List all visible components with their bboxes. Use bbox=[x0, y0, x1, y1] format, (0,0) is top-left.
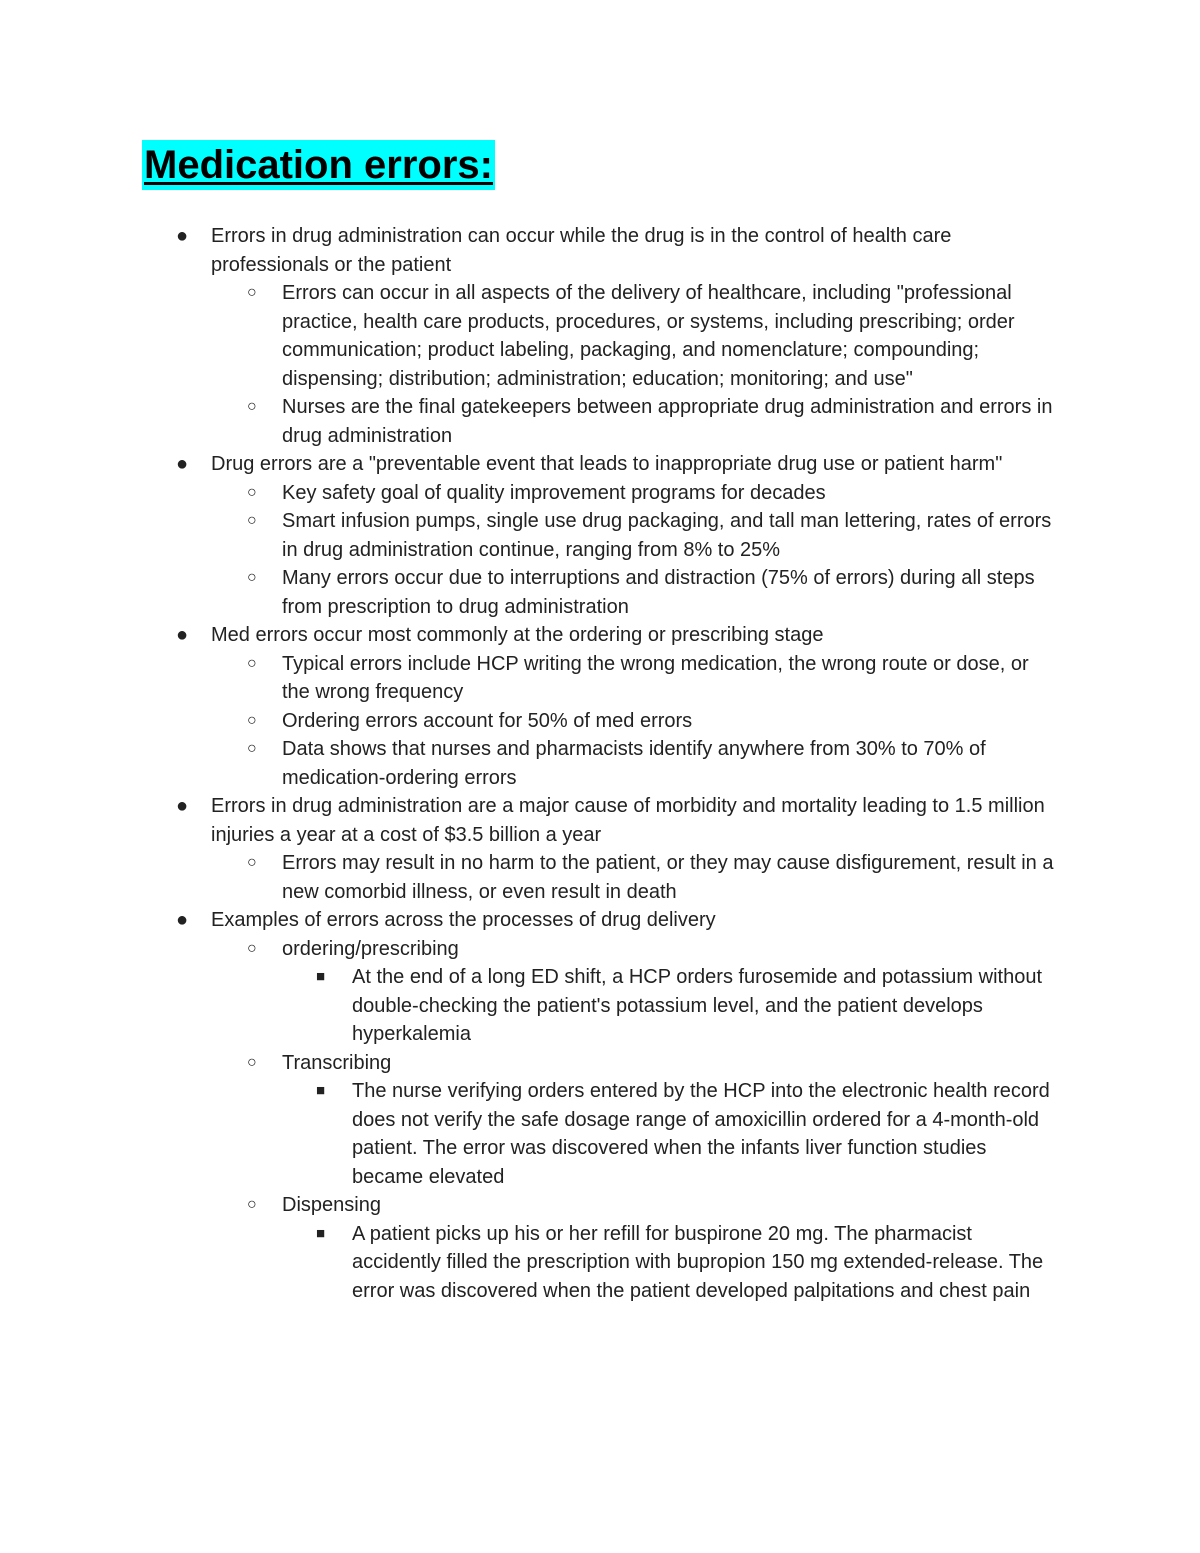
bullet-circle-icon: ○ bbox=[247, 711, 257, 729]
sub-list-item bbox=[0, 279, 1057, 393]
list-item-text: Errors in drug administration can occur while the drug is in the control of health care professionals or the patient bbox=[211, 225, 952, 276]
sub-list bbox=[0, 279, 1053, 450]
sub-list-item bbox=[0, 849, 1057, 906]
sub-list-item-text: Dispensing bbox=[282, 1194, 381, 1216]
list-item bbox=[0, 792, 1054, 906]
bullet-square-icon: ■ bbox=[316, 968, 326, 985]
sub-list-item bbox=[0, 1049, 1057, 1192]
sub-sub-list-item bbox=[0, 1077, 1057, 1191]
sub-list-item-text: Smart infusion pumps, single use drug packaging, and tall man lettering, rates of errors in drug administration continue, ranging from 8% to 25% bbox=[282, 510, 1052, 561]
list-item-text: Med errors occur most commonly at the ordering or prescribing stage bbox=[211, 624, 824, 646]
sub-list-item-text: Transcribing bbox=[282, 1051, 392, 1074]
sub-list-item-text: Many errors occur due to interruptions and distraction (75% of errors) during all steps from prescription to drug administration bbox=[282, 567, 1035, 618]
document-body bbox=[0, 222, 1200, 1305]
sub-list-item bbox=[0, 393, 1057, 450]
page-title: Medication errors: bbox=[142, 140, 495, 190]
sub-list-item bbox=[0, 564, 1057, 621]
sub-list-item-text: Key safety goal of quality improvement programs for decades bbox=[282, 481, 826, 504]
bullet-square-icon: ■ bbox=[316, 1224, 326, 1242]
bullet-dot-icon: ● bbox=[176, 624, 189, 646]
list-item bbox=[0, 450, 1052, 621]
sub-list-item-text: Data shows that nurses and pharmacists identify anywhere from 30% to 70% of medication-ordering errors bbox=[282, 738, 986, 789]
list-item-text: Examples of errors across the processes of drug delivery bbox=[211, 909, 716, 931]
bullet-circle-icon: ○ bbox=[247, 512, 257, 529]
sub-sub-list-item bbox=[0, 1220, 1057, 1306]
sub-list-item-text: ordering/prescribing bbox=[282, 937, 459, 960]
sub-sub-list-item-text: At the end of a long ED shift, a HCP orders furosemide and potassium without double-checking the patient's potassium level, and the patient develops hyperkalemia bbox=[352, 966, 1042, 1045]
bullet-circle-icon: ○ bbox=[247, 854, 257, 871]
sub-list-item-text: Errors may result in no harm to the patient, or they may cause disfigurement, result in a new comorbid illness, or even result in death bbox=[282, 852, 1054, 903]
bullet-dot-icon: ● bbox=[176, 795, 189, 817]
bullet-circle-icon: ○ bbox=[247, 284, 257, 301]
list-item-text: Drug errors are a "preventable event that leads to inappropriate drug use or patient harm" bbox=[211, 453, 1003, 475]
bullet-circle-icon: ○ bbox=[247, 483, 257, 501]
sub-list-item bbox=[0, 735, 1057, 792]
sub-list-item-text: Nurses are the final gatekeepers between appropriate drug administration and errors in drug administration bbox=[282, 396, 1053, 447]
bullet-circle-icon: ○ bbox=[247, 1196, 257, 1213]
bullet-circle-icon: ○ bbox=[247, 398, 257, 415]
bullet-circle-icon: ○ bbox=[247, 740, 257, 757]
sub-sub-list-item-text: The nurse verifying orders entered by the HCP into the electronic health record does not verify the safe dosage range of amoxicillin ordered for a 4-month-old patient. The error was discovered when the infants liver function studies became elevated bbox=[352, 1080, 1050, 1188]
sub-list-item bbox=[0, 935, 1057, 1049]
sub-sub-list bbox=[0, 1220, 1057, 1306]
sub-sub-list-item bbox=[0, 963, 1057, 1049]
sub-list-item bbox=[0, 1191, 1057, 1305]
bullet-dot-icon: ● bbox=[176, 225, 189, 247]
sub-list-item bbox=[0, 650, 1057, 707]
bullet-list bbox=[0, 222, 1200, 1305]
sub-list-item bbox=[0, 507, 1057, 564]
bullet-circle-icon: ○ bbox=[247, 939, 257, 957]
bullet-square-icon: ■ bbox=[316, 1082, 326, 1099]
bullet-circle-icon: ○ bbox=[247, 569, 257, 586]
sub-list-item bbox=[0, 479, 1057, 508]
sub-list-item-text: Typical errors include HCP writing the wrong medication, the wrong route or dose, or the wrong frequency bbox=[282, 652, 1029, 703]
bullet-circle-icon: ○ bbox=[247, 654, 257, 672]
list-item bbox=[0, 222, 1053, 450]
sub-sub-list-item-text: A patient picks up his or her refill for buspirone 20 mg. The pharmacist accidently filled the prescription with bupropion 150 mg extended-release. The error was discovered when the patient developed palpitations and chest pain bbox=[352, 1222, 1044, 1302]
sub-list bbox=[0, 849, 1054, 906]
sub-list bbox=[0, 479, 1052, 622]
list-item bbox=[0, 621, 1046, 792]
sub-list-item bbox=[0, 707, 1057, 736]
sub-list bbox=[0, 650, 1046, 793]
list-item-text: Errors in drug administration are a major cause of morbidity and mortality leading to 1.5 million injuries a year at a cost of $3.5 billion a year bbox=[211, 795, 1045, 846]
bullet-dot-icon: ● bbox=[176, 909, 189, 931]
sub-list-item-text: Errors can occur in all aspects of the delivery of healthcare, including "professional practice, health care products, procedures, or systems, including prescribing; order communication; product labeling, packaging, and nomenclature; compounding; dispensing; distribution; administration; education; monitoring; and use" bbox=[282, 282, 1015, 390]
sub-list bbox=[0, 935, 1050, 1306]
bullet-dot-icon: ● bbox=[176, 453, 189, 475]
sub-list-item-text: Ordering errors account for 50% of med errors bbox=[282, 709, 693, 732]
bullet-circle-icon: ○ bbox=[247, 1053, 257, 1071]
list-item bbox=[0, 906, 1050, 1305]
sub-sub-list bbox=[0, 963, 1057, 1049]
sub-sub-list bbox=[0, 1077, 1057, 1191]
